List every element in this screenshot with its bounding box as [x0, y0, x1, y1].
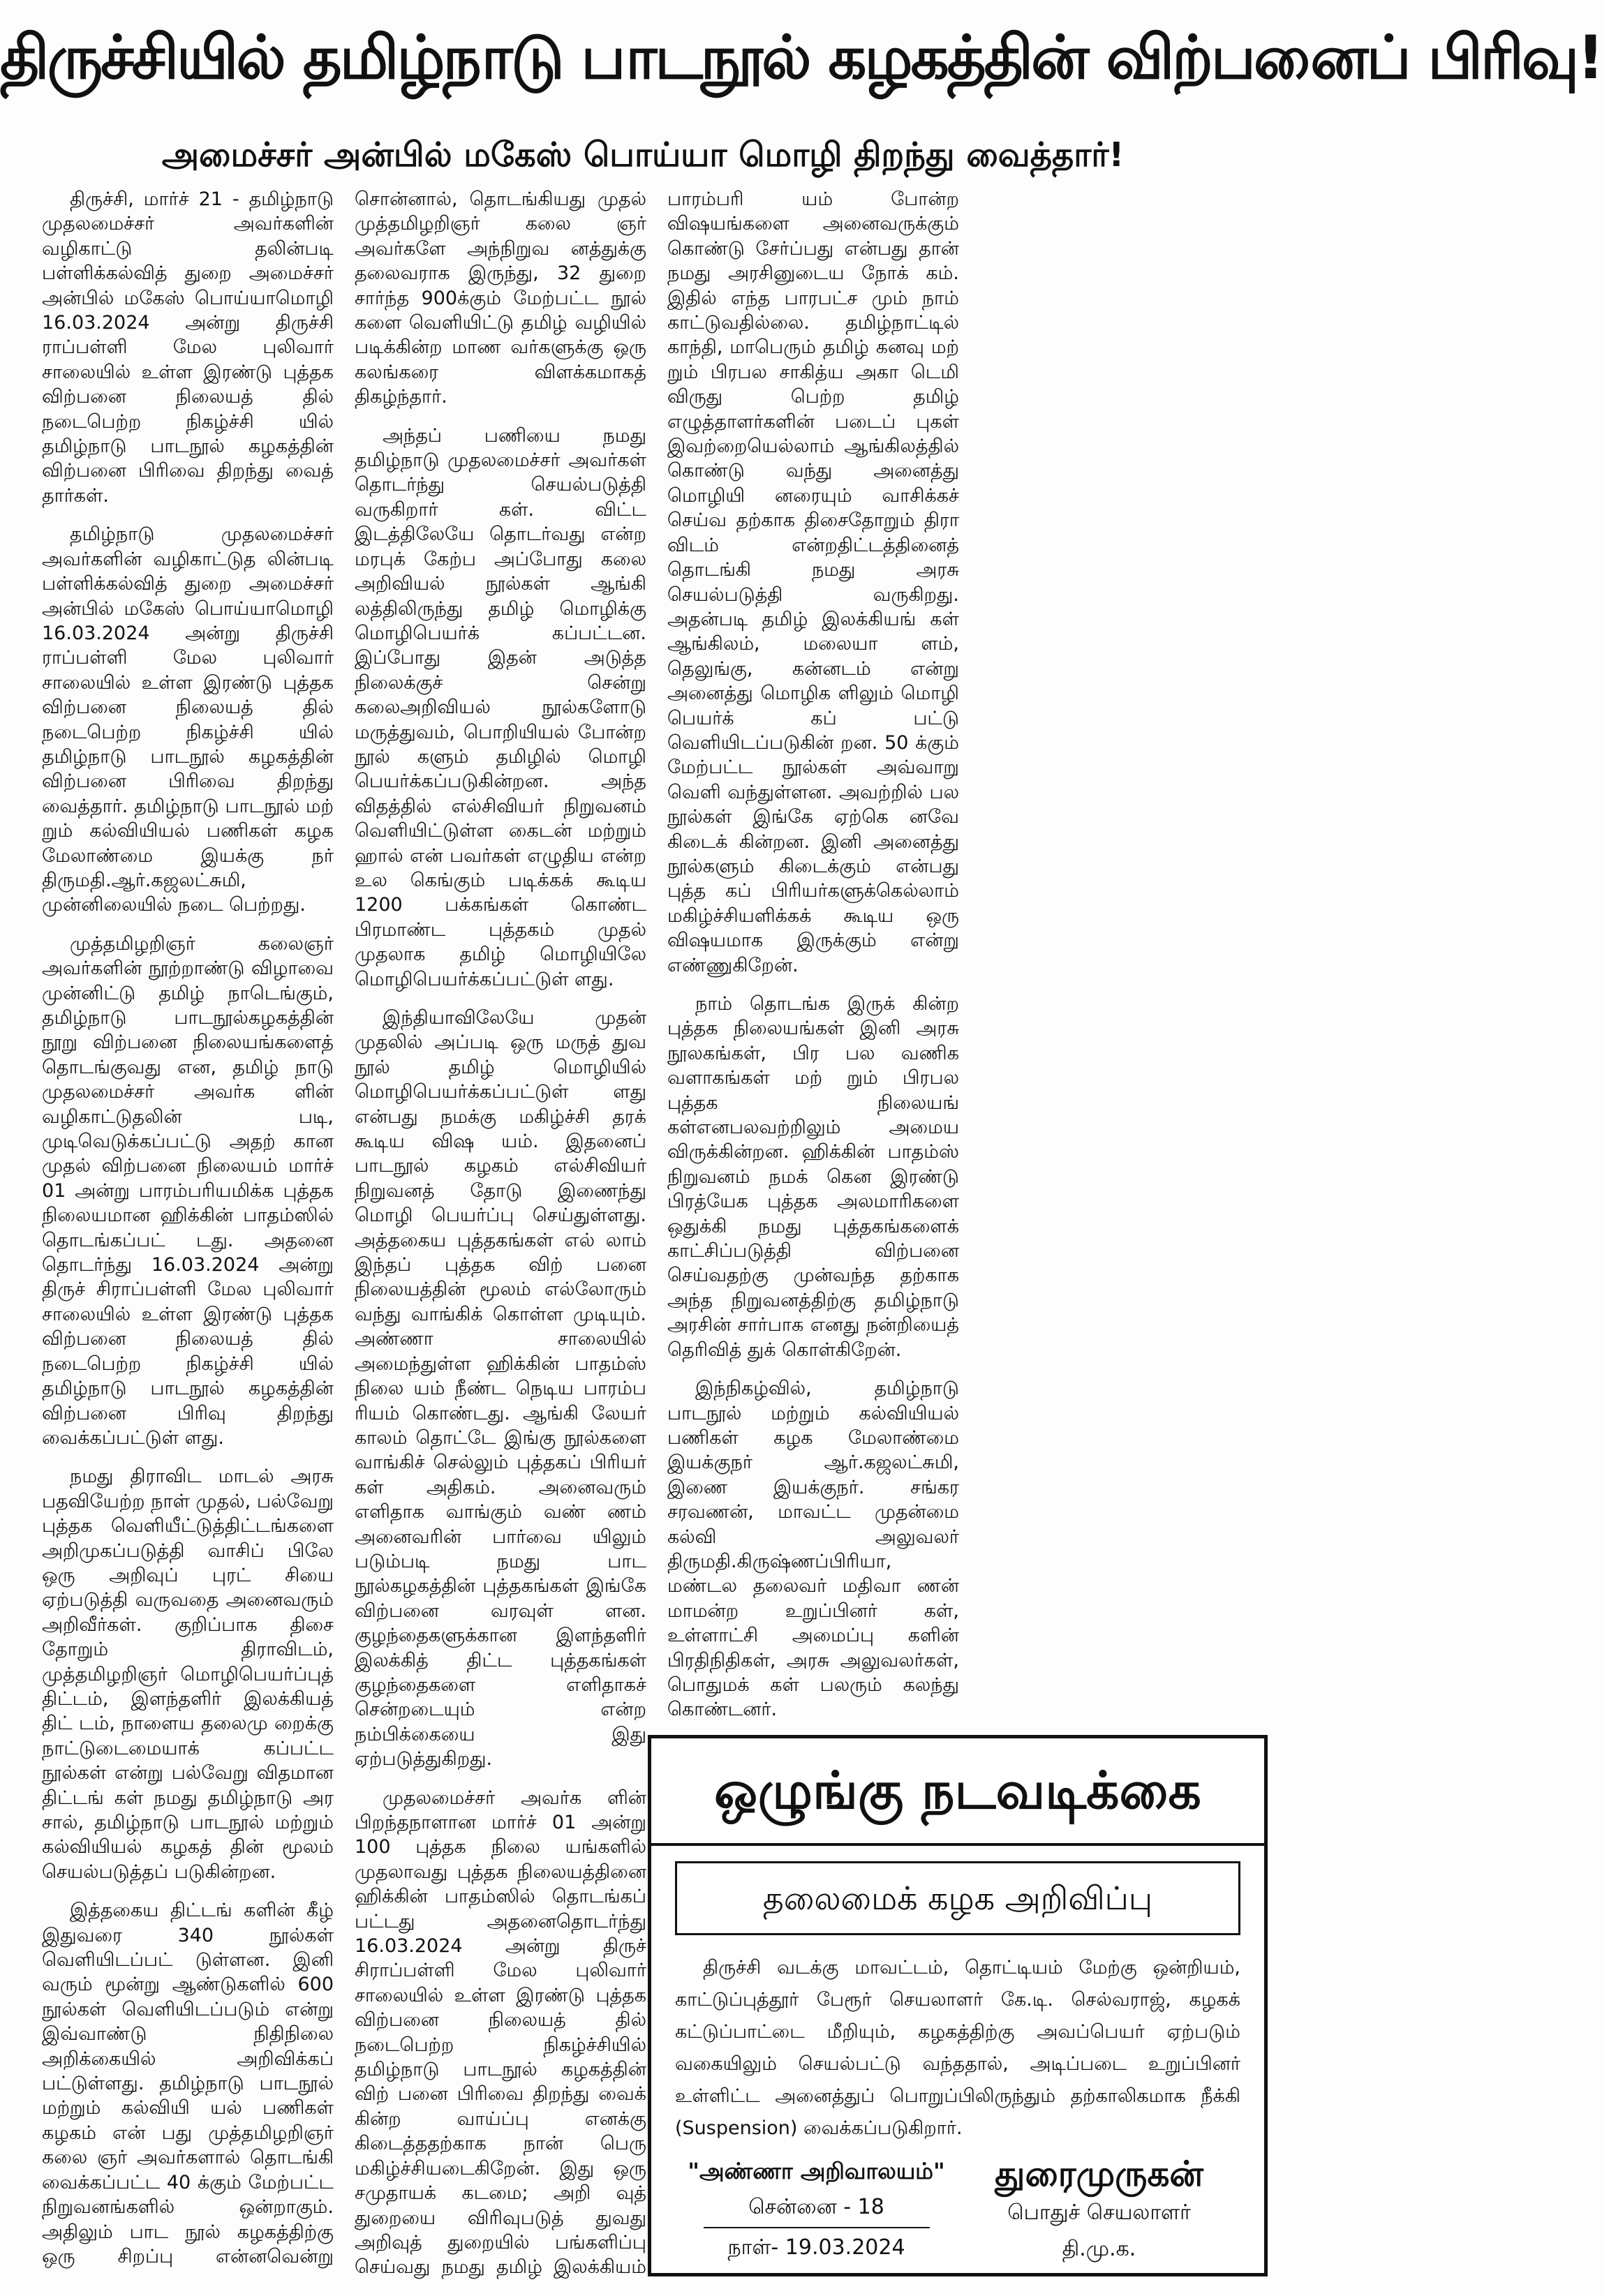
article-paragraph: இந்நிகழ்வில், தமிழ்நாடு பாடநூல் மற்றும் கல்வியியல் பணிகள் கழக மேலாண்மை இயக்குநர் ஆர்.கஜலட்சுமி, இணை இயக்குநர். சங்கர சரவணன், மாவட்ட முதன்மை கல்வி அலுவலர் திருமதி.கிருஷ்ணப்பிரியா, மண்டல தலைவர் மதிவா ணன் மாமன்ற உறுப்பினர் கள், உள்ளாட்சி அமைப்பு களின் பிரதிநிதிகள், அரசு அலுவலர்கள், பொதுமக் கள் பலரும் கலந்து கொண்டனர். — [667, 1378, 959, 1721]
notice-date: நாள்- 19.03.2024 — [727, 2235, 905, 2260]
notice-body: திருச்சி வடக்கு மாவட்டம், தொட்டியம் மேற்கு ஒன்றியம், காட்டுப்புத்தூர் பேரூர் செயலாளர் கே.டி. செல்வராஜ், கழகக் கட்டுப்பாட்டை மீறியும், கழகத்திற்கு அவப்பெயர் ஏற்படும் வகையிலும் செயல்பட்டு வந்ததால், அடிப்படை உறுப்பினர் உள்ளிட்ட அனைத்துப் பொறுப்பிலிருந்தும் தற்காலிகமாக நீக்கி (Suspension) வைக்கப்படுகிறார். — [675, 1957, 1240, 2139]
notice-subtitle: தலைமைக் கழக அறிவிப்பு — [675, 1861, 1240, 1935]
party-name: தி.மு.க. — [1062, 2237, 1136, 2261]
notice-divider — [704, 2227, 930, 2228]
notice-title: ஒழுங்கு நடவடிக்கை — [651, 1738, 1264, 1846]
disciplinary-notice-box — [648, 1735, 1268, 2276]
notice-origin — [675, 2153, 958, 2265]
article-subheadline: அமைச்சர் அன்பில் மகேஸ் பொய்யா மொழி திறந்து வைத்தார்! — [161, 135, 1125, 174]
signatory-name: துரைமுருகன் — [995, 2154, 1203, 2194]
signatory-designation: பொதுச் செயலாளர் — [1007, 2200, 1191, 2225]
article-paragraph: திருச்சி, மார்ச் 21 - தமிழ்நாடு முதலமைச்சர் அவர்களின் வழிகாட்டு தலின்படி பள்ளிக்கல்வித் துறை அமைச்சர் அன்பில் மகேஸ் பொய்யாமொழி 16.03.2024 அன்று திருச்சி ராப்பள்ளி மேல புலிவார் சாலையில் உள்ள இரண்டு புத்தக விற்பனை நிலையத் தில் நடைபெற்ற நிகழ்ச்சி யில் தமிழ்நாடு பாடநூல் கழகத்தின் விற்பனை பிரிவை திறந்து வைத் தார்கள். — [42, 188, 334, 507]
notice-org: "அண்ணா அறிவாலயம்" — [688, 2158, 945, 2184]
notice-signature — [958, 2153, 1240, 2265]
article-paragraph: இந்தியாவிலேயே முதன் முதலில் அப்படி ஒரு மருத் துவ நூல் தமிழ் மொழியில் மொழிபெயர்க்கப்பட்டுள் ளது என்பது நமக்கு மகிழ்ச்சி தரக் கூடிய விஷ யம். இதனைப் பாடநூல் கழகம் எல்சிவியர் நிறுவனத் தோடு இணைந்து மொழி பெயர்ப்பு செய்துள்ளது. அத்தகைய புத்தகங்கள் எல் லாம் இந்தப் புத்தக விற் பனை நிலையத்தின் மூலம் எல்லோரும் வந்து வாங்கிக் கொள்ள முடியும். அண்ணா சாலையில் அமைந்துள்ள ஹிக்கின் பாதம்ஸ் நிலை யம் நீண்ட நெடிய பாரம்ப ரியம் கொண்டது. ஆங்கி லேயர் காலம் தொட்டே இங்கு நூல்களை வாங்கிச் செல்லும் புத்தகப் பிரியர் கள் அதிகம். அனைவரும் எளிதாக வாங்கும் வண் ணம் அனைவரின் பார்வை யிலும் படும்படி நமது பாட நூல்கழகத்தின் புத்தகங்கள் இங்கே விற்பனை வரவுள் ளன. குழந்தைகளுக்கான இளந்தளிர் இலக்கித் திட்ட புத்தகங்கள் குழந்தைகளை எளிதாகச் சென்றடையும் என்ற நம்பிக்கையை இது ஏற்படுத்துகிறது. — [355, 1007, 646, 1771]
notice-footer — [675, 2153, 1240, 2265]
article-paragraph: முதலமைச்சர் அவர்க ளின் பிறந்தநாளான மார்ச் 01 அன்று 100 புத்தக நிலை யங்களில் முதலாவது புத்தக நிலையத்தினை ஹிக்கின் பாதம்ஸில் தொடங்கப் பட்டது அதனைதொடர்ந்து 16.03.2024 அன்று திருச் சிராப்பள்ளி மேல புலிவார் சாலையில் உள்ள இரண்டு புத்தக விற்பனை நிலையத் தில் நடைபெற்ற நிகழ்ச்சியில் தமிழ்நாடு பாடநூல் கழகத்தின் விற் பனை பிரிவை திறந்து வைக் கின்ற வாய்ப்பு எனக்கு கிடைத்ததற்காக நான் பெரு மகிழ்ச்சியடைகிறேன். இது ஒரு சமுதாயக் கடமை; அறி வுத் துறையை விரிவுபடுத் துவது அறிவுத் துறையில் பங்களிப்பு செய்வது நமது தமிழ் இலக்கியம் பாரம்பரி யம் போன்ற விஷயங்களை அனைவருக்கும் கொண்டு சேர்ப்பது என்பது தான் நமது அரசினுடைய நோக் கம். இதில் எந்த பாரபட்ச மும் நாம் காட்டுவதில்லை. தமிழ்நாட்டில் காந்தி, மாபெரும் தமிழ் கனவு மற் றும் பிரபல சாகித்ய அகா டெமி விருது பெற்ற தமிழ் எழுத்தாளர்களின் படைப் புகள் இவற்றையெல்லாம் ஆங்கிலத்தில் கொண்டு வந்து அனைத்து மொழியி னரையும் வாசிக்கச் செய்வ தற்காக திசைதோறும் திரா விடம் என்றதிட்டத்தினைத் தொடங்கி நமது அரசு செயல்படுத்தி வருகிறது. அதன்படி தமிழ் இலக்கியங் கள் ஆங்கிலம், மலையா ளம், தெலுங்கு, கன்னடம் என்று அனைத்து மொழிக ளிலும் மொழி பெயர்க் கப் பட்டு வெளியிடப்படுகின் றன. 50 க்கும் மேற்பட்ட நூல்கள் அவ்வாறு வெளி வந்துள்ளன. அவற்றில் பல நூல்கள் இங்கே ஏற்கெ னவே கிடைக் கின்றன. இனி அனைத்து நூல்களும் கிடைக்கும் என்பது புத்த கப் பிரியர்களுக்கெல்லாம் மகிழ்ச்சியளிக்கக் கூடிய ஒரு விஷயமாக இருக்கும் என்று எண்ணுகிறேன். — [355, 188, 959, 2279]
article-paragraph: இத்தகைய திட்டங் களின் கீழ் இதுவரை 340 நூல்கள் வெளியிடப்பட் டுள்ளன. இனி வரும் மூன்று ஆண்டுகளில் 600 நூல்கள் வெளியிடப்படும் என்று இவ்வாண்டு நிதிநிலை அறிக்கையில் அறிவிக்கப் பட்டுள்ளது. தமிழ்நாடு பாடநூல் மற்றும் கல்வியி யல் பணிகள் கழகம் என் பது முத்தமிழறிஞர் கலை ஞர் அவர்களால் தொடங்கி வைக்கப்பட்ட 40 க்கும் மேற்பட்ட நிறுவனங்களில் ஒன்றாகும். அதிலும் பாட நூல் கழகத்திற்கு ஒரு சிறப்பு என்னவென்று சொன்னால், தொடங்கியது முதல் முத்தமிழறிஞர் கலை ஞர் அவர்களே அந்நிறுவ னத்துக்கு தலைவராக இருந்து, 32 துறை சார்ந்த 900க்கும் மேற்பட்ட நூல் களை வெளியிட்டு தமிழ் வழியில் படிக்கின்ற மாண வர்களுக்கு ஒரு கலங்கரை விளக்கமாகத் திகழ்ந்தார். — [42, 188, 646, 2267]
article-paragraph: நமது திராவிட மாடல் அரசு பதவியேற்ற நாள் முதல், பல்வேறு புத்தக வெளியீட்டுத்திட்டங்களை அறிமுகப்படுத்தி வாசிப் பிலே ஒரு அறிவுப் புரட் சியை ஏற்படுத்தி வருவதை அனைவரும் அறிவீர்கள். குறிப்பாக திசை தோறும் திராவிடம், முத்தமிழறிஞர் மொழிபெயர்ப்புத் திட்டம், இளந்தளிர் இலக்கியத் திட் டம், நாளைய தலைமு றைக்கு நாட்டுடைமையாக் கப்பட்ட நூல்கள் என்று பல்வேறு விதமான திட்டங் கள் நமது தமிழ்நாடு அர சால், தமிழ்நாடு பாடநூல் மற்றும் கல்வியியல் கழகத் தின் மூலம் செயல்படுத்தப் படுகின்றன. — [42, 1466, 334, 1883]
article-headline: திருச்சியில் தமிழ்நாடு பாடநூல் கழகத்தின் விற்பனைப் பிரிவு! — [0, 23, 1602, 93]
article-paragraph: தமிழ்நாடு முதலமைச்சர் அவர்களின் வழிகாட்டுத லின்படி பள்ளிக்கல்வித் துறை அமைச்சர் அன்பில் மகேஸ் பொய்யாமொழி 16.03.2024 அன்று திருச்சி ராப்பள்ளி மேல புலிவார் சாலையில் உள்ள இரண்டு புத்தக விற்பனை நிலையத் தில் நடைபெற்ற நிகழ்ச்சி யில் தமிழ்நாடு பாடநூல் கழகத்தின் விற்பனை பிரிவை திறந்து வைத்தார். தமிழ்நாடு பாடநூல் மற் றும் கல்வியியல் பணிகள் கழக மேலாண்மை இயக்கு நர் திருமதி.ஆர்.கஜலட்சுமி, முன்னிலையில் நடை பெற்றது. — [42, 523, 334, 916]
article-paragraph: முத்தமிழறிஞர் கலைஞர் அவர்களின் நூற்றாண்டு விழாவை முன்னிட்டு தமிழ் நாடெங்கும், தமிழ்நாடு பாடநூல்கழகத்தின் நூறு விற்பனை நிலையங்களைத் தொடங்குவது என, தமிழ் நாடு முதலமைச்சர் அவர்க ளின் வழிகாட்டுதலின் படி, முடிவெடுக்கப்பட்டு அதற் கான முதல் விற்பனை நிலையம் மார்ச் 01 அன்று பாரம்பரியமிக்க புத்தக நிலையமான ஹிக்கின் பாதம்ஸில் தொடங்கப்பட் டது. அதனை தொடர்ந்து 16.03.2024 அன்று திருச் சிராப்பள்ளி மேல புலிவார் சாலையில் உள்ள இரண்டு புத்தக விற்பனை நிலையத் தில் நடைபெற்ற நிகழ்ச்சி யில் தமிழ்நாடு பாடநூல் கழகத்தின் விற்பனை பிரிவு திறந்து வைக்கப்பட்டுள் ளது. — [42, 932, 334, 1449]
article-paragraph: அந்தப் பணியை நமது தமிழ்நாடு முதலமைச்சர் அவர்கள் தொடர்ந்து செயல்படுத்தி வருகிறார் கள். விட்ட இடத்திலேயே தொடர்வது என்ற மரபுக் கேற்ப அப்போது கலை அறிவியல் நூல்கள் ஆங்கி லத்திலிருந்து தமிழ் மொழிக்கு மொழிபெயர்க் கப்பட்டன. இப்போது இதன் அடுத்த நிலைக்குச் சென்று கலைஅறிவியல் நூல்களோடு மருத்துவம், பொறியியல் போன்ற நூல் களும் தமிழில் மொழி பெயர்க்கப்படுகின்றன. அந்த விதத்தில் எல்சிவியர் நிறுவனம் வெளியிட்டுள்ள கைடன் மற்றும் ஹால் என் பவர்கள் எழுதிய என்ற உல கெங்கும் படிக்கக் கூடிய 1200 பக்கங்கள் கொண்ட பிரமாண்ட புத்தகம் முதல் முதலாக தமிழ் மொழியிலே மொழிபெயர்க்கப்பட்டுள் ளது. — [355, 424, 646, 990]
article-paragraph: நாம் தொடங்க இருக் கின்ற புத்தக நிலையங்கள் இனி அரசு நூலகங்கள், பிர பல வணிக வளாகங்கள் மற் றும் பிரபல புத்தக நிலையங் கள்எனபலவற்றிலும் அமைய விருக்கின்றன. ஹிக்கின் பாதம்ஸ் நிறுவனம் நமக் கென இரண்டு பிரத்யேக புத்தக அலமாரிகளை ஒதுக்கி நமது புத்தகங்களைக் காட்சிப்படுத்தி விற்பனை செய்வதற்கு முன்வந்த தற்காக அந்த நிறுவனத்திற்கு தமிழ்நாடு அரசின் சார்பாக எனது நன்றியைத் தெரிவித் துக் கொள்கிறேன். — [667, 993, 959, 1361]
notice-city: சென்னை - 18 — [748, 2195, 884, 2219]
